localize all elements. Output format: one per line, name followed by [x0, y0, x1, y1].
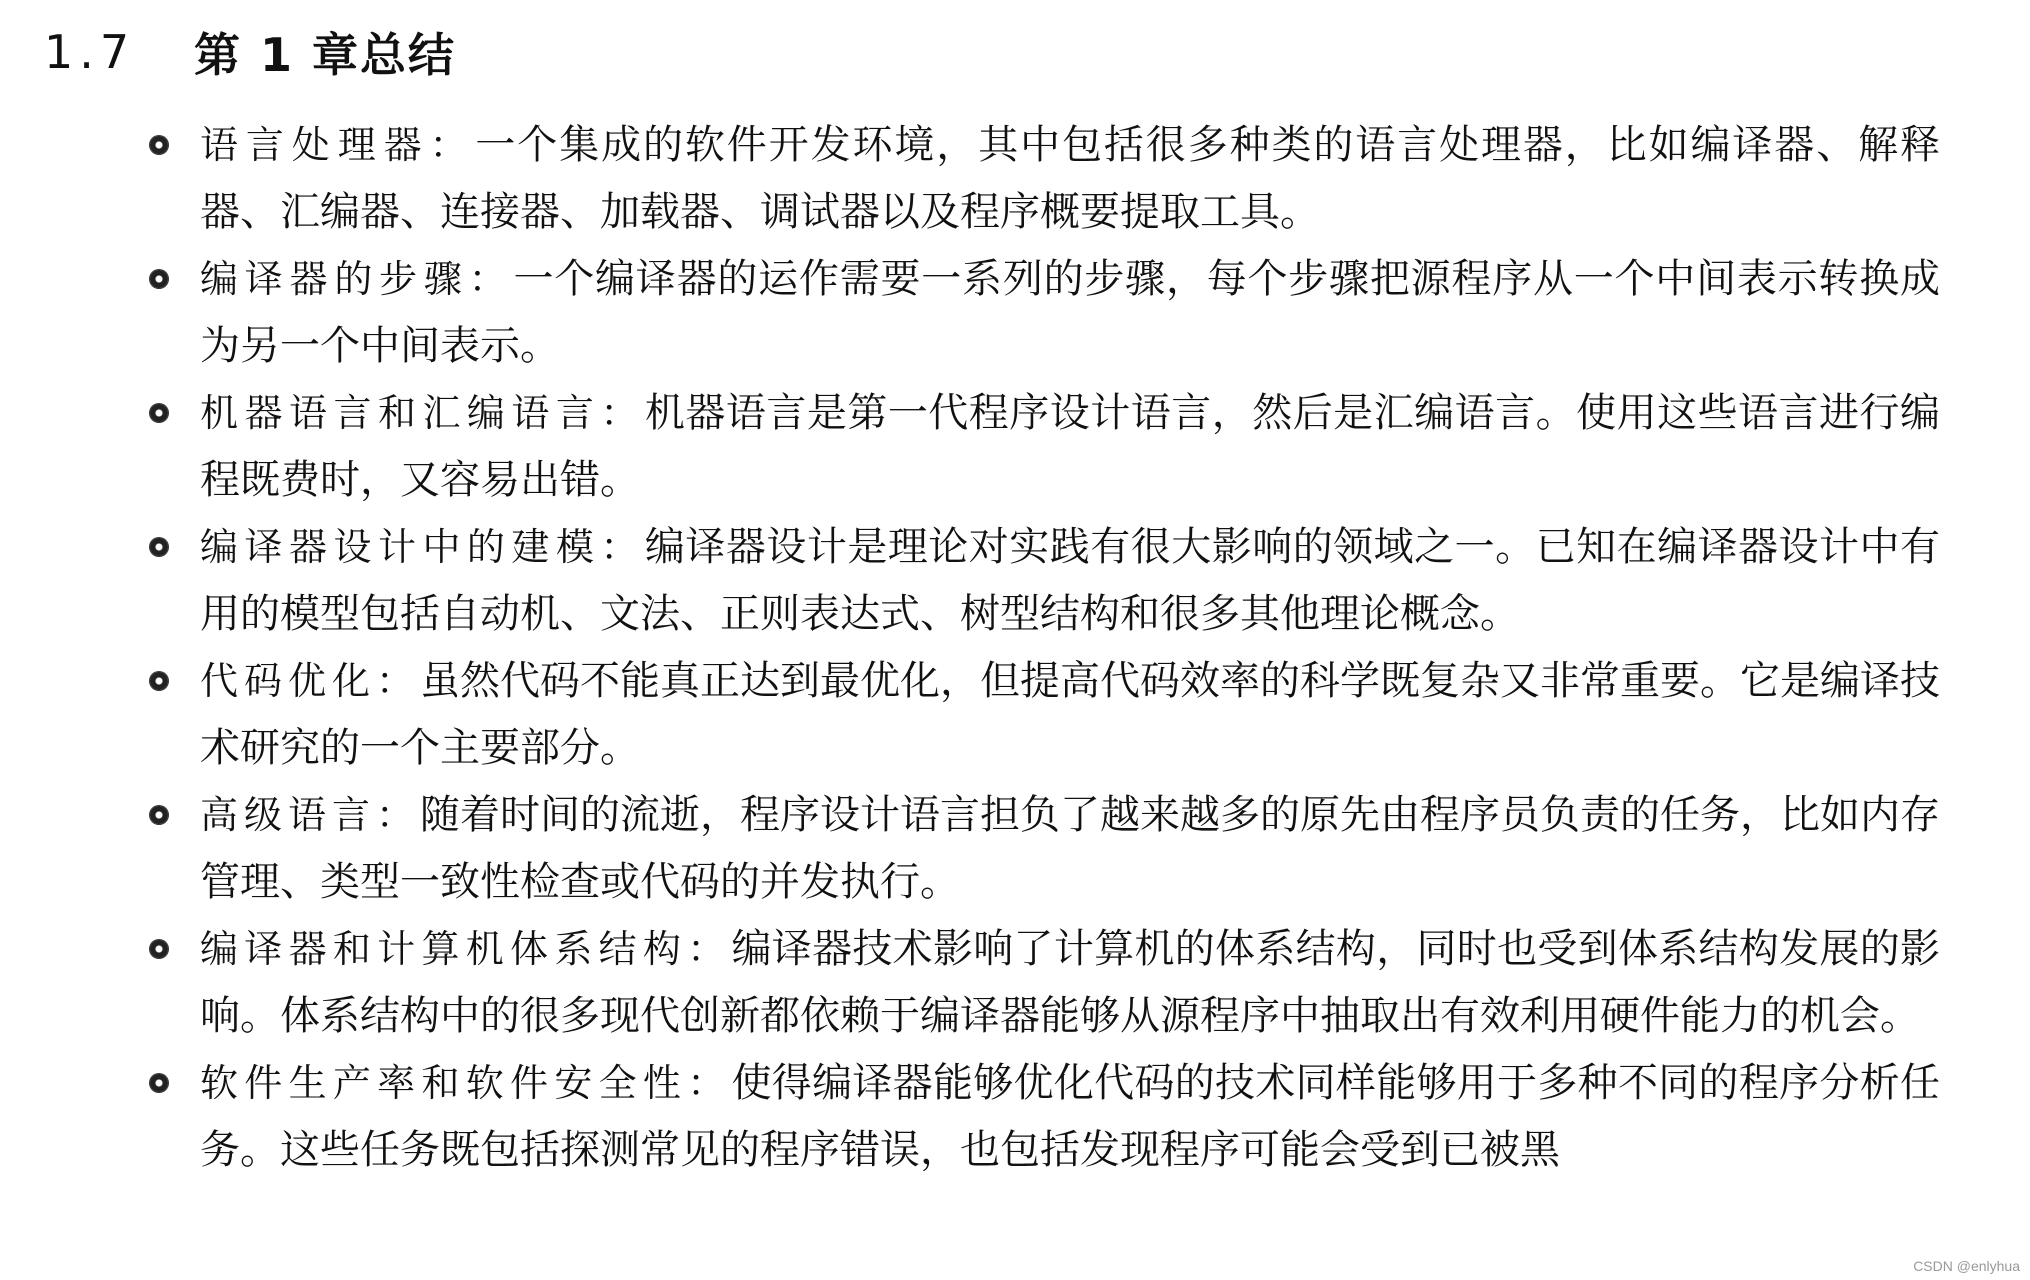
summary-item-compiler-steps	[140, 246, 1940, 380]
summary-item-high-level-languages	[140, 782, 1940, 916]
bullet-icon	[150, 806, 168, 824]
item-text: 一个编译器的运作需要一系列的步骤，每个步骤把源程序从一个中间表示转换成为另一个中间表示。	[200, 256, 1940, 369]
bullet-icon	[150, 136, 168, 154]
summary-item-language-processor	[140, 112, 1940, 246]
watermark: CSDN @enlyhua	[1913, 1258, 2020, 1274]
item-text: 使得编译器能够优化代码的技术同样能够用于多种不同的程序分析任务。这些任务既包括探测常见的程序错误，也包括发现程序可能会受到已被黑	[200, 1060, 1940, 1173]
summary-item-architecture	[140, 916, 1940, 1050]
item-text: 一个集成的软件开发环境，其中包括很多种类的语言处理器，比如编译器、解释器、汇编器、连接器、加载器、调试器以及程序概要提取工具。	[200, 122, 1940, 235]
item-term: 高级语言：	[200, 793, 421, 837]
item-term: 编译器设计中的建模：	[200, 525, 645, 569]
item-text: 随着时间的流逝，程序设计语言担负了越来越多的原先由程序员负责的任务，比如内存管理、类型一致性检查或代码的并发执行。	[200, 792, 1941, 905]
item-text: 编译器设计是理论对实践有很大影响的领域之一。已知在编译器设计中有用的模型包括自动机、文法、正则表达式、树型结构和很多其他理论概念。	[200, 524, 1940, 637]
item-term: 语言处理器：	[200, 123, 476, 167]
section-heading	[44, 16, 456, 88]
bullet-icon	[150, 538, 168, 556]
section-number: 1.7	[44, 25, 136, 79]
item-term: 软件生产率和软件安全性：	[200, 1061, 732, 1105]
item-term: 编译器的步骤：	[200, 257, 514, 301]
summary-list	[140, 112, 1940, 1184]
item-term: 编译器和计算机体系结构：	[200, 927, 732, 971]
summary-item-machine-assembly	[140, 380, 1940, 514]
bullet-icon	[150, 404, 168, 422]
item-term: 代码优化：	[200, 659, 421, 703]
bullet-icon	[150, 672, 168, 690]
section-title: 第 1 章总结	[194, 28, 457, 82]
item-text: 编译器技术影响了计算机的体系结构，同时也受到体系结构发展的影响。体系结构中的很多现代创新都依赖于编译器能够从源程序中抽取出有效利用硬件能力的机会。	[200, 926, 1940, 1039]
item-term: 机器语言和汇编语言：	[200, 391, 645, 435]
summary-item-code-optimization	[140, 648, 1940, 782]
item-text: 机器语言是第一代程序设计语言，然后是汇编语言。使用这些语言进行编程既费时，又容易出错。	[200, 390, 1940, 503]
summary-item-modeling	[140, 514, 1940, 648]
bullet-icon	[150, 270, 168, 288]
summary-item-productivity-security	[140, 1050, 1940, 1184]
bullet-icon	[150, 1074, 168, 1092]
item-text: 虽然代码不能真正达到最优化，但提高代码效率的科学既复杂又非常重要。它是编译技术研究的一个主要部分。	[200, 658, 1941, 771]
bullet-icon	[150, 940, 168, 958]
